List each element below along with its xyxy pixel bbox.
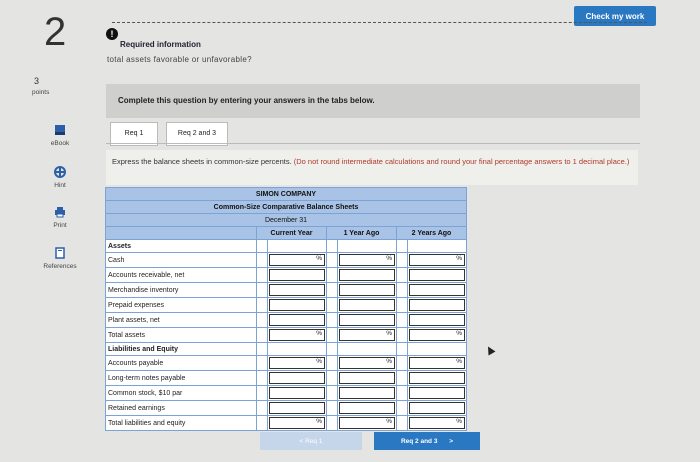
hint-icon xyxy=(54,166,66,178)
cell-spacer xyxy=(257,371,268,386)
value-cell xyxy=(268,240,327,253)
percent-input[interactable] xyxy=(339,372,395,384)
percent-sign: % xyxy=(456,418,462,425)
label-column-header xyxy=(106,227,257,240)
value-cell xyxy=(408,253,467,268)
cell-spacer xyxy=(257,298,268,313)
column-header: Current Year xyxy=(257,227,327,240)
table-date: December 31 xyxy=(106,214,467,227)
percent-input[interactable] xyxy=(269,284,325,296)
cell-spacer xyxy=(327,298,338,313)
percent-input[interactable] xyxy=(339,402,395,414)
row-label: Total liabilities and equity xyxy=(106,416,257,431)
cell-spacer xyxy=(257,240,268,253)
percent-input[interactable] xyxy=(339,254,395,266)
percent-sign: % xyxy=(316,358,322,365)
percent-input[interactable] xyxy=(339,284,395,296)
cell-spacer xyxy=(257,328,268,343)
next-label: Req 2 and 3 xyxy=(400,437,438,445)
percent-input[interactable] xyxy=(409,329,465,341)
value-cell xyxy=(338,268,397,283)
chevron-right-icon: > xyxy=(449,437,454,445)
sidebar-item-references[interactable] xyxy=(30,247,90,270)
value-cell xyxy=(338,356,397,371)
cell-spacer xyxy=(397,371,408,386)
value-cell xyxy=(338,401,397,416)
cell-spacer xyxy=(327,313,338,328)
ebook-icon xyxy=(54,124,66,136)
cell-spacer xyxy=(257,416,268,431)
cell-spacer xyxy=(327,401,338,416)
cell-spacer xyxy=(327,328,338,343)
value-cell xyxy=(268,371,327,386)
cell-spacer xyxy=(327,283,338,298)
value-cell xyxy=(338,416,397,431)
percent-input[interactable] xyxy=(269,387,325,399)
percent-sign: % xyxy=(316,418,322,425)
table-row xyxy=(106,253,467,268)
value-cell xyxy=(408,401,467,416)
value-cell xyxy=(268,356,327,371)
previous-tab-button[interactable] xyxy=(260,432,362,450)
percent-input[interactable] xyxy=(409,402,465,414)
percent-sign: % xyxy=(316,255,322,262)
percent-input[interactable] xyxy=(269,329,325,341)
percent-input[interactable] xyxy=(409,357,465,369)
percent-sign: % xyxy=(386,418,392,425)
value-cell xyxy=(408,371,467,386)
table-row xyxy=(106,416,467,431)
cell-spacer xyxy=(397,253,408,268)
percent-input[interactable] xyxy=(409,387,465,399)
value-cell xyxy=(338,313,397,328)
question-instructions xyxy=(112,157,637,167)
tab-req-1[interactable]: Req 1 xyxy=(110,122,158,146)
tab-req-2-and-3[interactable]: Req 2 and 3 xyxy=(166,122,228,146)
question-number: 2 xyxy=(44,10,67,54)
value-cell xyxy=(268,416,327,431)
table-row xyxy=(106,240,467,253)
table-row xyxy=(106,356,467,371)
percent-input[interactable] xyxy=(339,299,395,311)
info-icon[interactable]: ! xyxy=(106,28,118,40)
percent-input[interactable] xyxy=(269,357,325,369)
value-cell xyxy=(408,343,467,356)
percent-input[interactable] xyxy=(409,254,465,266)
instruction-main: Express the balance sheets in common-size percents. xyxy=(112,157,292,166)
value-cell xyxy=(268,401,327,416)
percent-input[interactable] xyxy=(339,357,395,369)
cell-spacer xyxy=(327,343,338,356)
points-value: 3 xyxy=(34,76,40,86)
sidebar-item-label: eBook xyxy=(50,140,70,147)
cell-spacer xyxy=(327,268,338,283)
value-cell xyxy=(268,313,327,328)
cell-spacer xyxy=(397,313,408,328)
points-label: points xyxy=(32,89,50,96)
percent-sign: % xyxy=(316,330,322,337)
cell-spacer xyxy=(397,343,408,356)
chevron-left-icon: < xyxy=(299,437,304,445)
value-cell xyxy=(268,328,327,343)
cell-spacer xyxy=(257,343,268,356)
percent-input[interactable] xyxy=(269,269,325,281)
percent-input[interactable] xyxy=(339,329,395,341)
value-cell xyxy=(268,283,327,298)
percent-input[interactable] xyxy=(269,254,325,266)
cell-spacer xyxy=(397,240,408,253)
value-cell xyxy=(338,371,397,386)
value-cell xyxy=(338,386,397,401)
row-label: Accounts payable xyxy=(106,356,257,371)
references-icon xyxy=(54,247,66,259)
percent-input[interactable] xyxy=(269,417,325,429)
cell-spacer xyxy=(397,283,408,298)
value-cell xyxy=(338,343,397,356)
row-label: Assets xyxy=(106,240,257,253)
sidebar-item-print[interactable] xyxy=(30,206,90,229)
row-label: Plant assets, net xyxy=(106,313,257,328)
cell-spacer xyxy=(257,268,268,283)
table-row xyxy=(106,371,467,386)
row-label: Common stock, $10 par xyxy=(106,386,257,401)
percent-input[interactable] xyxy=(269,402,325,414)
column-header: 1 Year Ago xyxy=(327,227,397,240)
cell-spacer xyxy=(327,253,338,268)
row-label: Accounts receivable, net xyxy=(106,268,257,283)
value-cell xyxy=(408,313,467,328)
prev-label: Req 1 xyxy=(305,437,323,445)
table-row xyxy=(106,343,467,356)
cell-spacer xyxy=(257,386,268,401)
percent-input[interactable] xyxy=(269,372,325,384)
cell-spacer xyxy=(257,253,268,268)
cell-spacer xyxy=(397,416,408,431)
value-cell xyxy=(338,283,397,298)
percent-sign: % xyxy=(456,330,462,337)
cell-spacer xyxy=(327,356,338,371)
cell-spacer xyxy=(327,416,338,431)
value-cell xyxy=(268,253,327,268)
value-cell xyxy=(408,268,467,283)
value-cell xyxy=(268,343,327,356)
table-row xyxy=(106,283,467,298)
instruction-banner: Complete this question by entering your answers in the tabs below. xyxy=(106,84,640,118)
cell-spacer xyxy=(257,401,268,416)
instruction-panel xyxy=(106,150,638,185)
sidebar-item-label: References xyxy=(43,263,77,270)
percent-input[interactable] xyxy=(409,314,465,326)
percent-sign: % xyxy=(386,358,392,365)
percent-input[interactable] xyxy=(339,269,395,281)
cell-spacer xyxy=(397,328,408,343)
company-name: SIMON COMPANY xyxy=(106,188,467,201)
balance-sheet-table xyxy=(105,187,467,431)
percent-input[interactable] xyxy=(409,372,465,384)
value-cell xyxy=(338,298,397,313)
value-cell xyxy=(408,298,467,313)
value-cell xyxy=(338,328,397,343)
cell-spacer xyxy=(327,371,338,386)
cell-spacer xyxy=(397,356,408,371)
table-row xyxy=(106,298,467,313)
percent-input[interactable] xyxy=(339,417,395,429)
cell-spacer xyxy=(397,386,408,401)
row-label: Liabilities and Equity xyxy=(106,343,257,356)
row-label: Merchandise inventory xyxy=(106,283,257,298)
percent-input[interactable] xyxy=(339,387,395,399)
mouse-cursor-icon xyxy=(485,345,496,356)
percent-sign: % xyxy=(456,255,462,262)
percent-sign: % xyxy=(386,255,392,262)
value-cell xyxy=(338,253,397,268)
table-subtitle: Common-Size Comparative Balance Sheets xyxy=(106,201,467,214)
required-information-link[interactable]: Required information xyxy=(120,40,201,49)
table-row xyxy=(106,401,467,416)
percent-input[interactable] xyxy=(409,299,465,311)
value-cell xyxy=(408,356,467,371)
percent-sign: % xyxy=(456,358,462,365)
cell-spacer xyxy=(327,386,338,401)
cut-off-header-text xyxy=(112,22,647,27)
column-header: 2 Years Ago xyxy=(397,227,467,240)
percent-input[interactable] xyxy=(269,314,325,326)
percent-input[interactable] xyxy=(409,284,465,296)
cell-spacer xyxy=(327,240,338,253)
sidebar-item-hint[interactable] xyxy=(30,166,90,189)
sidebar-item-label: Print xyxy=(53,222,67,229)
percent-sign: % xyxy=(386,330,392,337)
percent-input[interactable] xyxy=(409,417,465,429)
cell-spacer xyxy=(257,313,268,328)
next-tab-button[interactable] xyxy=(374,432,480,450)
cell-spacer xyxy=(397,401,408,416)
tabs-divider xyxy=(106,143,640,144)
value-cell xyxy=(268,298,327,313)
cell-spacer xyxy=(257,356,268,371)
cell-spacer xyxy=(257,283,268,298)
value-cell xyxy=(408,283,467,298)
row-label: Prepaid expenses xyxy=(106,298,257,313)
percent-input[interactable] xyxy=(409,269,465,281)
value-cell xyxy=(338,240,397,253)
rounding-note: (Do not round intermediate calculations and round your final percentage answers to 1 decimal place.) xyxy=(293,157,630,166)
percent-input[interactable] xyxy=(339,314,395,326)
value-cell xyxy=(268,386,327,401)
table-row xyxy=(106,313,467,328)
row-label: Retained earnings xyxy=(106,401,257,416)
value-cell xyxy=(408,386,467,401)
table-row xyxy=(106,328,467,343)
table-row xyxy=(106,268,467,283)
table-row xyxy=(106,386,467,401)
value-cell xyxy=(408,328,467,343)
print-icon xyxy=(54,206,66,218)
cut-off-question-text: total assets favorable or unfavorable? xyxy=(107,55,252,64)
sidebar-item-ebook[interactable] xyxy=(30,124,90,147)
value-cell xyxy=(408,416,467,431)
row-label: Total assets xyxy=(106,328,257,343)
row-label: Cash xyxy=(106,253,257,268)
row-label: Long-term notes payable xyxy=(106,371,257,386)
value-cell xyxy=(268,268,327,283)
cell-spacer xyxy=(397,268,408,283)
value-cell xyxy=(408,240,467,253)
percent-input[interactable] xyxy=(269,299,325,311)
check-my-work-button[interactable]: Check my work xyxy=(574,6,656,26)
cell-spacer xyxy=(397,298,408,313)
sidebar-item-label: Hint xyxy=(54,182,66,189)
